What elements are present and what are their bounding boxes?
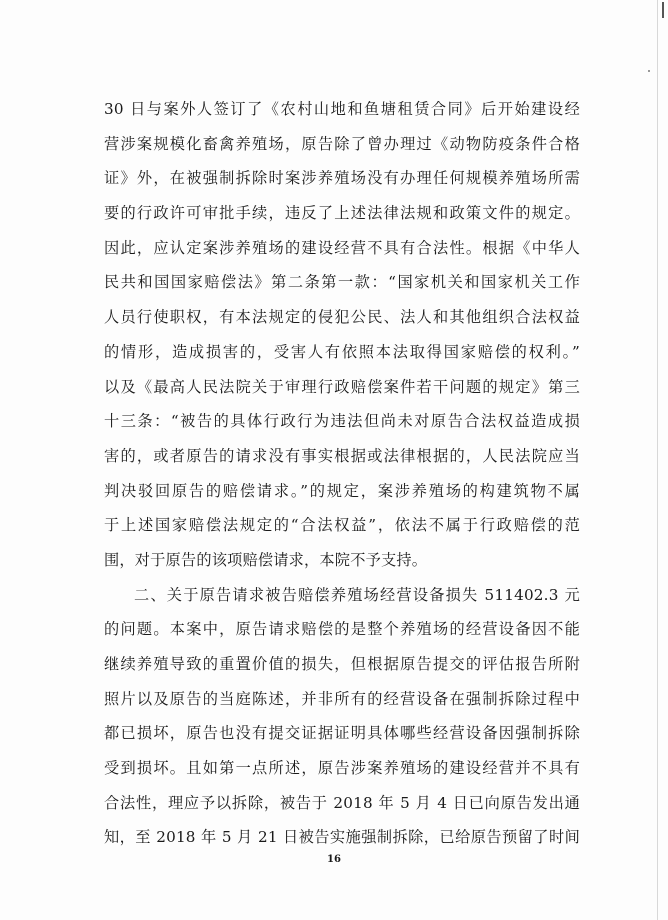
text-line: 害的，或者原告的请求没有事实根据或法律根据的，人民法院应当 bbox=[104, 446, 580, 465]
text-line: 合法性，理应予以拆除，被告于 2018 年 5 月 4 日已向原告发出通 bbox=[104, 793, 580, 812]
text-line: 人员行使职权，有本法规定的侵犯公民、法人和其他组织合法权益 bbox=[104, 308, 580, 327]
judgment-body-text bbox=[104, 92, 580, 855]
text-line: 证》外，在被强制拆除时案涉养殖场没有办理任何规模养殖场所需 bbox=[104, 169, 580, 188]
text-line: 知，至 2018 年 5 月 21 日被告实施强制拆除，已给原告预留了时间 bbox=[104, 828, 580, 847]
scan-edge-line bbox=[657, 0, 658, 920]
text-line: 民共和国国家赔偿法》第二条第一款：“国家机关和国家机关工作 bbox=[104, 273, 580, 292]
text-line: 30 日与案外人签订了《农村山地和鱼塘租赁合同》后开始建设经 bbox=[104, 100, 580, 118]
text-line: 判决驳回原告的赔偿请求。”的规定，案涉养殖场的构建筑物不属 bbox=[104, 481, 580, 500]
text-line: 照片以及原告的当庭陈述，并非所有的经营设备在强制拆除过程中 bbox=[104, 689, 580, 708]
text-line: 要的行政许可审批手续，违反了上述法律法规和政策文件的规定。 bbox=[104, 204, 580, 223]
text-line: 继续养殖导致的重置价值的损失，但根据原告提交的评估报告所附 bbox=[104, 655, 580, 673]
scan-speck bbox=[648, 70, 650, 72]
text-line: 都已损坏，原告也没有提交证据证明具体哪些经营设备因强制拆除 bbox=[104, 724, 580, 743]
section-heading-line: 二、关于原告请求被告赔偿养殖场经营设备损失 511402.3 元 bbox=[134, 585, 580, 604]
text-line: 的问题。本案中，原告请求赔偿的是整个养殖场的经营设备因不能 bbox=[104, 620, 580, 639]
scan-mark bbox=[662, 2, 664, 18]
text-line: 于上述国家赔偿法规定的“合法权益”，依法不属于行政赔偿的范 bbox=[104, 516, 580, 535]
text-line: 十三条：“被告的具体行政行为违法但尚未对原告合法权益造成损 bbox=[104, 412, 580, 431]
text-line: 因此，应认定案涉养殖场的建设经营不具有合法性。根据《中华人 bbox=[104, 238, 580, 257]
text-line: 营涉案规模化畜禽养殖场，原告除了曾办理过《动物防疫条件合格 bbox=[104, 134, 580, 153]
page-number: 16 bbox=[327, 854, 341, 865]
text-line: 受到损坏。且如第一点所述，原告涉案养殖场的建设经营并不具有 bbox=[104, 759, 580, 778]
text-line: 的情形，造成损害的，受害人有依照本法取得国家赔偿的权利。” bbox=[104, 342, 580, 361]
text-line: 以及《最高人民法院关于审理行政赔偿案件若干问题的规定》第三 bbox=[104, 377, 580, 396]
text-line: 围，对于原告的该项赔偿请求，本院不予支持。 bbox=[104, 550, 428, 569]
